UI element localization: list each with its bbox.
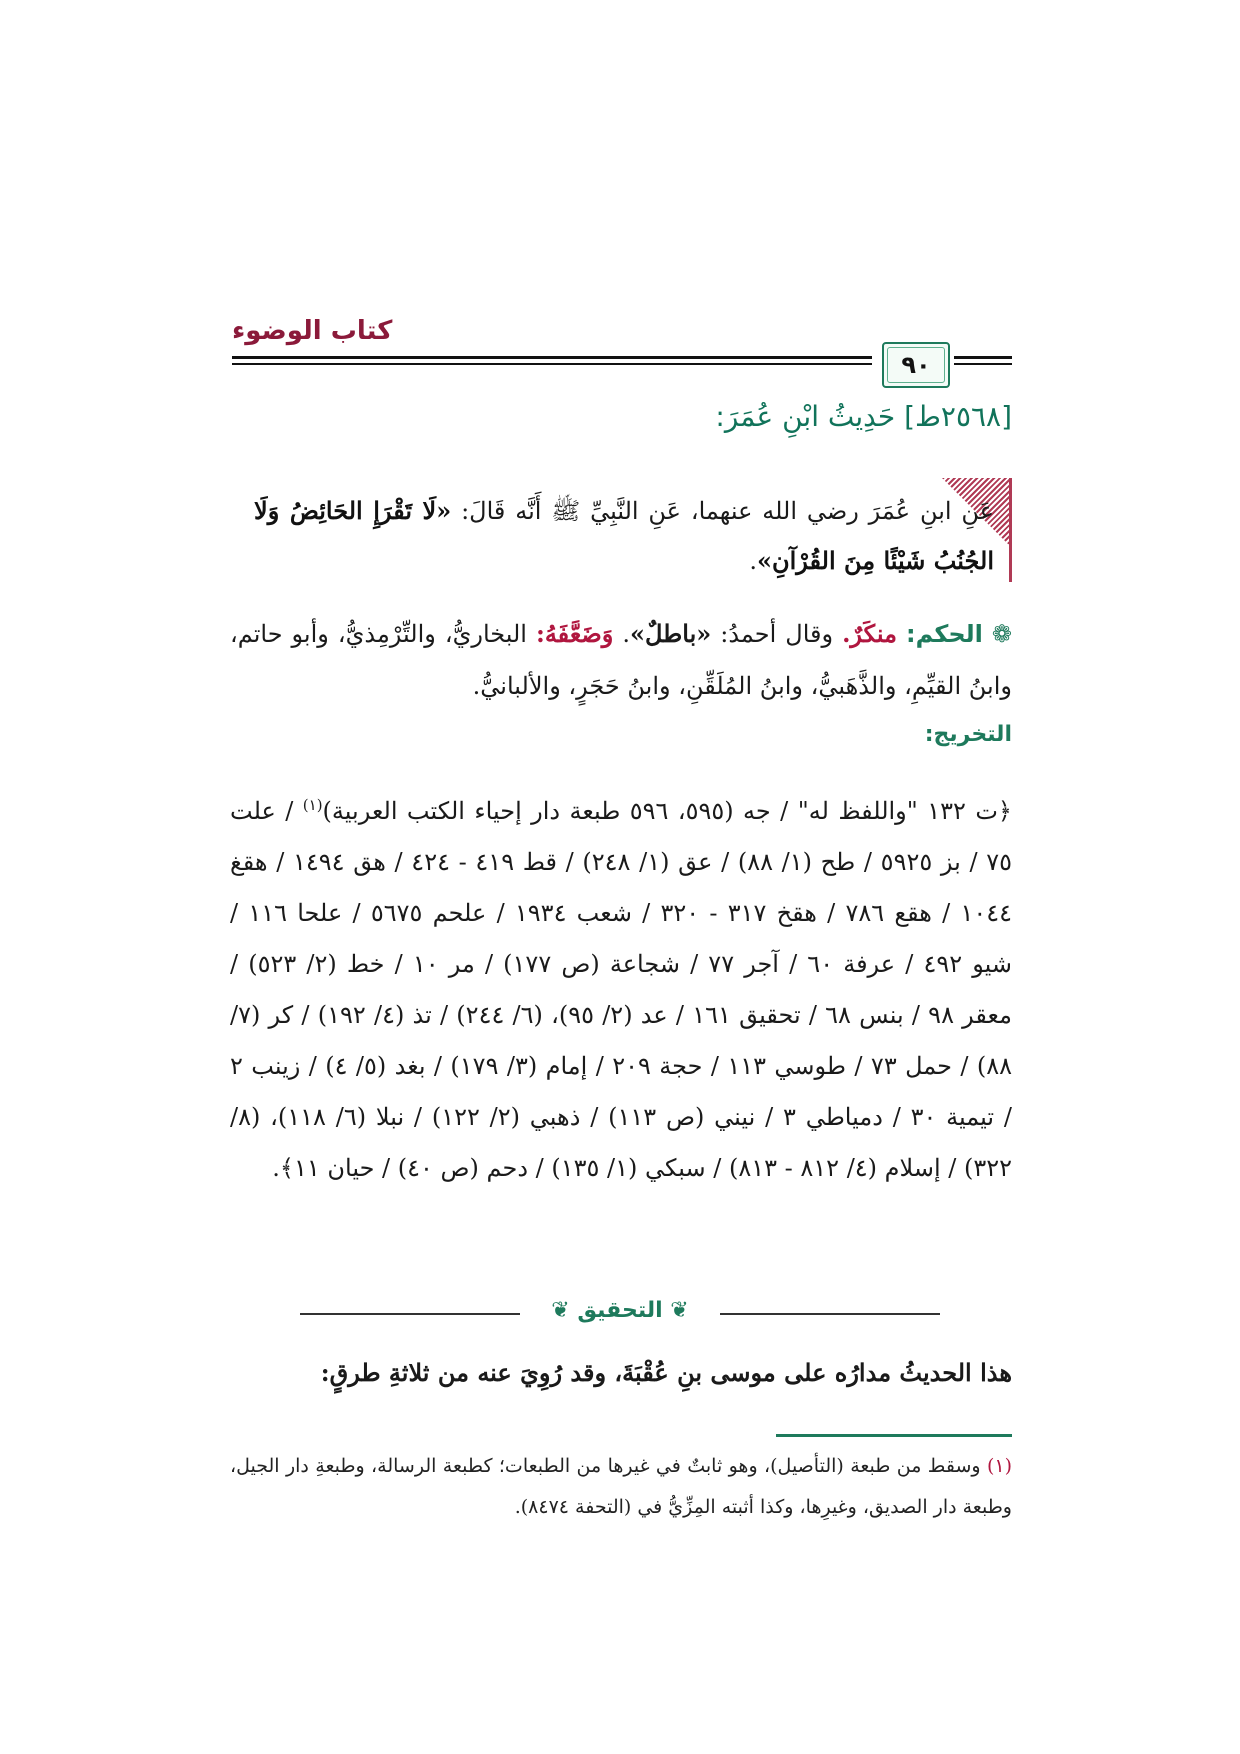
ahmad-quote: «باطلٌ»	[629, 619, 712, 648]
section-number: [٢٥٦٨ط]	[904, 400, 1012, 433]
ornament-icon: ❦	[551, 1298, 578, 1323]
section-title: حَدِيثُ ابْنِ عُمَرَ:	[715, 400, 896, 433]
ruling-label: الحكم:	[906, 620, 983, 648]
takhrij-label: التخريج:	[924, 722, 1012, 747]
footnote-ref[interactable]: (١)	[302, 796, 323, 814]
hadith-side-bar	[1009, 478, 1012, 582]
hadith-intro: عَنِ ابنِ عُمَرَ رضي الله عنهما، عَنِ النَّبِيِّ ﷺ أَنَّه قَالَ:	[451, 497, 994, 525]
footnote	[230, 1446, 1012, 1528]
hadith-box	[232, 478, 1012, 582]
flower-ornament-icon: ❁	[991, 620, 1013, 648]
hadith-text: عَنِ ابنِ عُمَرَ رضي الله عنهما، عَنِ النَّبِيِّ ﷺ أَنَّه قَالَ: «لَا تَقْرَإِ الحَائِضُ وَلَا الجُنُبُ شَيْئًا مِنَ القُرْآنِ».	[254, 496, 994, 575]
weakened-by: البخاريُّ، والتِّرْمِذيُّ، وأبو حاتم، وابنُ القيِّمِ، والذَّهَبيُّ، وابنُ المُلَقِّنِ، وابنُ حَجَرٍ، والألبانيُّ.	[230, 620, 1012, 700]
ornament-icon: ❦	[662, 1298, 689, 1323]
ruling-paragraph: ❁ الحكم: منكَرٌ. وقال أحمدُ: «باطلٌ». وَضَعَّفَهُ: البخاريُّ، والتِّرْمِذيُّ، وأبو حاتم، وابنُ القيِّمِ، والذَّهَبيُّ، وابنُ المُلَقِّنِ، وابنُ حَجَرٍ، والألبانيُّ.	[230, 619, 1013, 700]
page-number: ٩٠	[901, 351, 931, 379]
page-number-frame	[882, 342, 950, 388]
section-heading	[715, 400, 1012, 433]
hadith-matn: «لَا تَقْرَإِ الحَائِضُ وَلَا الجُنُبُ شَيْئًا مِنَ القُرْآنِ»	[254, 496, 994, 575]
ruling-verdict: منكَرٌ.	[842, 619, 898, 648]
tahqiq-conclusion: هذا الحديثُ مدارُه على موسى بنِ عُقْبَةَ، وقد رُوِيَ عنه من ثلاثةِ طرقٍ:	[320, 1358, 1012, 1387]
footnote-rule	[776, 1434, 1012, 1437]
footnote-text: وسقط من طبعة (التأصيل)، وهو ثابتٌ في غيرها من الطبعات؛ كطبعة الرسالة، وطبعةِ دار الجيل، وطبعة دار الصديق، وغيرِها، وكذا أثبته المِزِّيُّ في (التحفة ٨٤٧٤).	[230, 1455, 1012, 1518]
footnote-number: (١)	[986, 1455, 1012, 1477]
tahqiq-label: ❦ التحقيق ❦	[551, 1298, 689, 1323]
running-title: كتاب الوضوء	[232, 316, 393, 346]
tahqiq-divider	[300, 1298, 940, 1328]
takhrij-paragraph: ﴿ت ١٣٢ "واللفظ له" / جه (٥٩٥، ٥٩٦ طبعة دار إحياء الكتب العربية)$^{(١)}$ / علت ٧٥ / بز ٥٩٢٥ / طح (١/ ٨٨) / عق (١/ ٢٤٨) / قط ٤١٩ - ٤٢٤ / هق ١٤٩٤ / هقغ ١٠٤٤ / هقع ٧٨٦ / هقخ ٣١٧ - ٣٢٠ / شعب ١٩٣٤ / علحم ٥٦٧٥ / علحا ١١٦ / شيو ٤٩٢ / عرفة ٦٠ / آجر ٧٧ / شجاعة (ص ١٧٧) / مر ١٠ / خط (٢/ ٥٢٣) / معقر ٩٨ / بنس ٦٨ / تحقيق ١٦١ / عد (٢/ ٩٥)، (٦/ ٢٤٤) / تذ (٤/ ١٩٢) / كر (٧/ ٨٨) / حمل ٧٣ / طوسي ١١٣ / حجة ٢٠٩ / إمام (٣/ ١٧٩) / بغد (٥/ ٤) / زينب ٢ / تيمية ٣٠ / دمياطي ٣ / نيني (ص ١١٣) / ذهبي (٢/ ١٢٢) / نبلا (٦/ ١١٨)، (٨/ ٣٢٢) / إسلام (٤/ ٨١٢ - ٨١٣) / سبكي (١/ ١٣٥) / دحم (ص ٤٠) / حيان ١١﴾.	[230, 796, 1013, 1182]
weakened-label: وَضَعَّفَهُ:	[535, 619, 614, 648]
page-header	[232, 312, 1012, 392]
